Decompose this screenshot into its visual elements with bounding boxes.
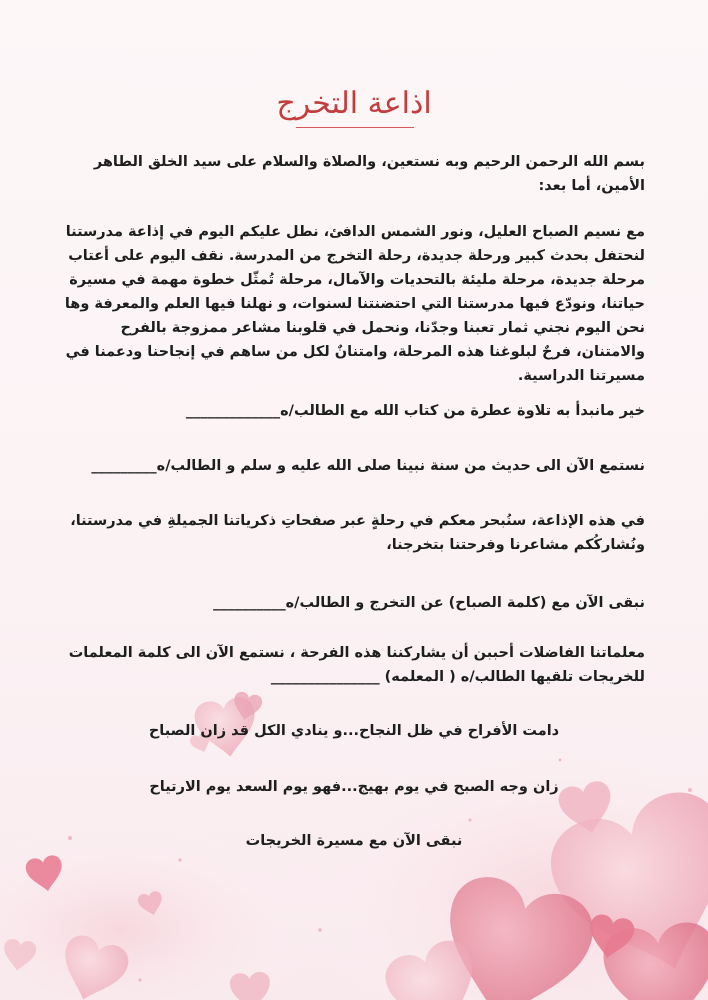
- closing-line: نبقى الآن مع مسيرة الخريجات: [245, 833, 463, 849]
- morning-word-line: نبقى الآن مع (كلمة الصباح) عن التخرج و الطالب/ه__________: [213, 595, 645, 611]
- poem-verse-1: دامت الأفراح في ظل النجاح...و ينادي الكل قد زان الصباح: [148, 723, 560, 739]
- page-title: اذاعة التخرج: [276, 86, 432, 121]
- journey-paragraph: في هذه الإذاعة، سنُبحر معكم في رحلةٍ عبر صفحاتِ ذكرياتنا الجميلةِ في مدرستنا، ونُشاركُكم مشاعرنا وفرحتنا بتخرجنا،: [70, 513, 645, 553]
- hadith-line: نستمع الآن الى حديث من سنة نبينا صلى الله عليه و سلم و الطالب/ه_________: [91, 458, 645, 474]
- opening-paragraph: بسم الله الرحمن الرحيم وبه نستعين، والصلاة والسلام على سيد الخلق الطاهر الأمين، أما بعد:: [93, 154, 645, 194]
- teachers-word-paragraph: معلماتنا الفاضلات أحببن أن يشاركننا هذه الفرحة ، نستمع الآن الى كلمة المعلمات للخريجات تلقيها الطالب/ه ( المعلمه) _______________: [68, 645, 645, 685]
- intro-paragraph: مع نسيم الصباح العليل، ونور الشمس الدافئ، نطل عليكم اليوم في إذاعة مدرستنا لنحتفل بحدث كبير ورحلة جديدة، رحلة التخرج من المدرسة. نقف اليوم على أعتاب مرحلة جديدة، مرحلة مليئة بالتحديات والآمال، مرحلة تُمثّل خطوة مهمة في مسيرة حياتنا، ونودّع فيها مدرستنا التي احتضنتنا لسنوات، و نهلنا فيها العلم والمعرفة وها نحن اليوم نجني ثمار تعبنا وجدّنا، ونحمل في قلوبنا مشاعر ممزوجة بالفرح والامتنان، فرحٌ لبلوغنا هذه المرحلة، وامتنانٌ لكل من ساهم في إنجاحنا ودعمنا في مسيرتنا الدراسية.: [64, 224, 645, 384]
- quran-line: خير مانبدأ به تلاوة عطرة من كتاب الله مع الطالب/ه_____________: [185, 403, 645, 419]
- title-underline: [296, 127, 414, 128]
- poem-verse-2: زان وجه الصبح في يوم بهيج...فهو يوم السعد يوم الارتياح: [149, 779, 559, 795]
